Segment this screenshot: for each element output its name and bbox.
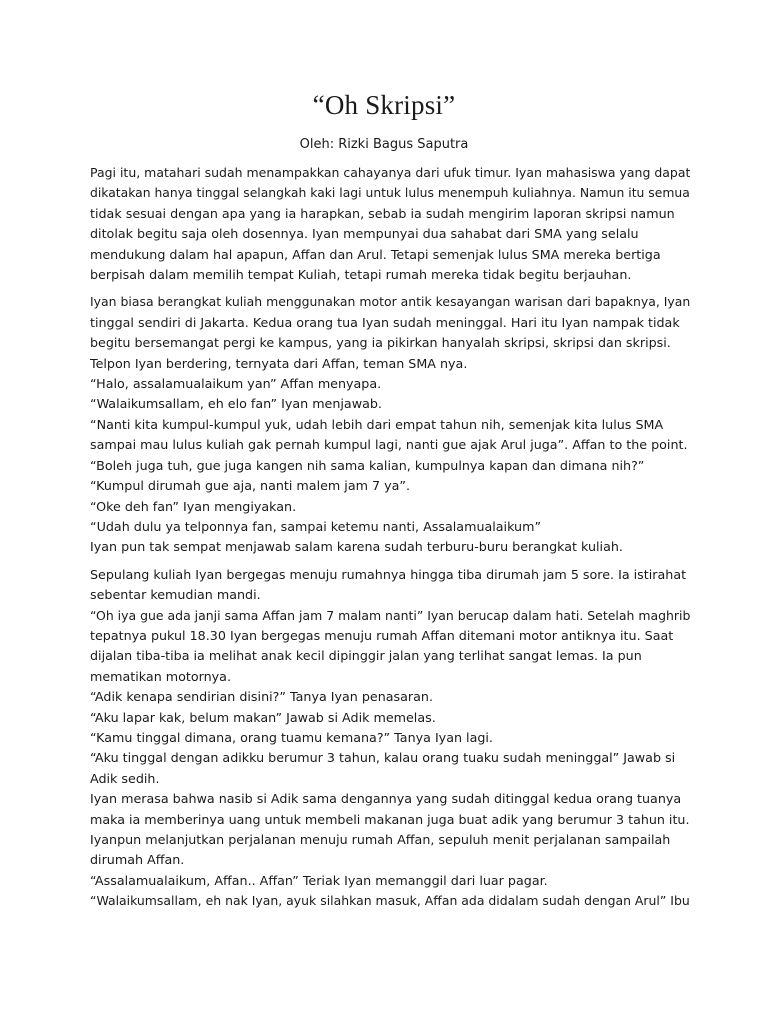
text-line: maka ia memberinya uang untuk membeli makanan juga buat adik yang berumur 3 tahun itu. — [90, 811, 690, 827]
text-line: “Udah dulu ya telponnya fan, sampai ketemu nanti, Assalamualaikum” — [90, 518, 542, 534]
paragraph — [90, 565, 690, 912]
text-line: Telpon Iyan berdering, ternyata dari Affan, teman SMA nya. — [90, 355, 468, 371]
text-line: begitu bersemangat pergi ke kampus, yang ia pikirkan hanyalah skripsi, skripsi dan skripsi. — [90, 335, 671, 351]
paragraph — [90, 163, 690, 285]
text-line: “Kumpul dirumah gue aja, nanti malem jam 7 ya”. — [90, 478, 410, 494]
text-line: sebentar kemudian mandi. — [90, 587, 261, 603]
text-line: Iyan pun tak sempat menjawab salam karena sudah terburu-buru berangkat kuliah. — [90, 539, 623, 555]
text-line: “Nanti kita kumpul-kumpul yuk, udah lebih dari empat tahun nih, semenjak kita lulus SMA — [90, 416, 664, 432]
text-line: “Oh iya gue ada janji sama Affan jam 7 malam nanti” Iyan berucap dalam hati. Setelah maghrib — [90, 607, 691, 623]
text-line: tidak sesuai dengan apa yang ia harapkan, sebab ia sudah mengirim laporan skripsi namun — [90, 205, 675, 221]
text-line: “Walaikumsallam, eh nak Iyan, ayuk silahkan masuk, Affan ada didalam sudah dengan Arul” Ibu — [90, 893, 690, 909]
text-line: Adik sedih. — [90, 770, 160, 786]
text-line: ditolak begitu saja oleh dosennya. Iyan mempunyai dua sahabat dari SMA yang selalu — [90, 226, 639, 242]
text-line: Sepulang kuliah Iyan bergegas menuju rumahnya hingga tiba dirumah jam 5 sore. Ia istirahat — [90, 566, 687, 582]
text-line: “Walaikumsallam, eh elo fan” Iyan menjawab. — [90, 396, 382, 412]
document-author: Oleh: Rizki Bagus Saputra — [299, 137, 469, 152]
text-line: tinggal sendiri di Jakarta. Kedua orang tua Iyan sudah meninggal. Hari itu Iyan nampak tidak — [90, 314, 680, 330]
text-line: berpisah dalam memilih tempat Kuliah, tetapi rumah mereka tidak begitu berjauhan. — [90, 267, 632, 283]
paragraph — [90, 292, 690, 557]
text-line: “Kamu tinggal dimana, orang tuamu kemana?” Tanya Iyan lagi. — [90, 729, 493, 745]
text-line: Iyan biasa berangkat kuliah menggunakan motor antik kesayangan warisan dari bapaknya, Iyan — [90, 294, 691, 310]
text-line: mendukung dalam hal apapun, Affan dan Arul. Tetapi semenjak lulus SMA mereka bertiga — [90, 246, 661, 262]
text-line: “Halo, assalamualaikum yan” Affan menyapa. — [90, 376, 382, 392]
text-line: tepatnya pukul 18.30 Iyan bergegas menuju rumah Affan ditemani motor antiknya itu. Saat — [90, 627, 674, 643]
text-line: Iyan merasa bahwa nasib si Adik sama dengannya yang sudah ditinggal kedua orang tuanya — [90, 791, 682, 807]
text-line: “Assalamualaikum, Affan.. Affan” Teriak Iyan memanggil dari luar pagar. — [90, 872, 548, 888]
text-line: dijalan tiba-tiba ia melihat anak kecil dipinggir jalan yang terlihat sangat lemas. Ia pun — [90, 648, 642, 664]
text-line: dirumah Affan. — [90, 852, 185, 868]
text-line: Pagi itu, matahari sudah menampakkan cahayanya dari ufuk timur. Iyan mahasiswa yang dapat — [90, 165, 691, 180]
text-line: “Oke deh fan” Iyan mengiyakan. — [90, 498, 297, 514]
text-line: dikatakan hanya tinggal selangkah kaki lagi untuk lulus menempuh kuliahnya. Namun itu semua — [90, 185, 690, 201]
text-line: “Aku tinggal dengan adikku berumur 3 tahun, kalau orang tuaku sudah meninggal” Jawab si — [90, 750, 676, 766]
text-line: mematikan motornya. — [90, 668, 231, 684]
document-body — [90, 163, 690, 919]
text-line: Iyanpun melanjutkan perjalanan menuju rumah Affan, sepuluh menit perjalanan sampailah — [90, 832, 671, 847]
text-line: “Boleh juga tuh, gue juga kangen nih sama kalian, kumpulnya kapan dan dimana nih?” — [90, 457, 645, 473]
text-line: “Adik kenapa sendirian disini?” Tanya Iyan penasaran. — [90, 689, 433, 705]
text-line: sampai mau lulus kuliah gak pernah kumpul lagi, nanti gue ajak Arul juga”. Affan to the point. — [90, 437, 688, 453]
text-line: “Aku lapar kak, belum makan” Jawab si Adik memelas. — [90, 709, 436, 725]
document-title: “Oh Skripsi” — [312, 90, 456, 120]
